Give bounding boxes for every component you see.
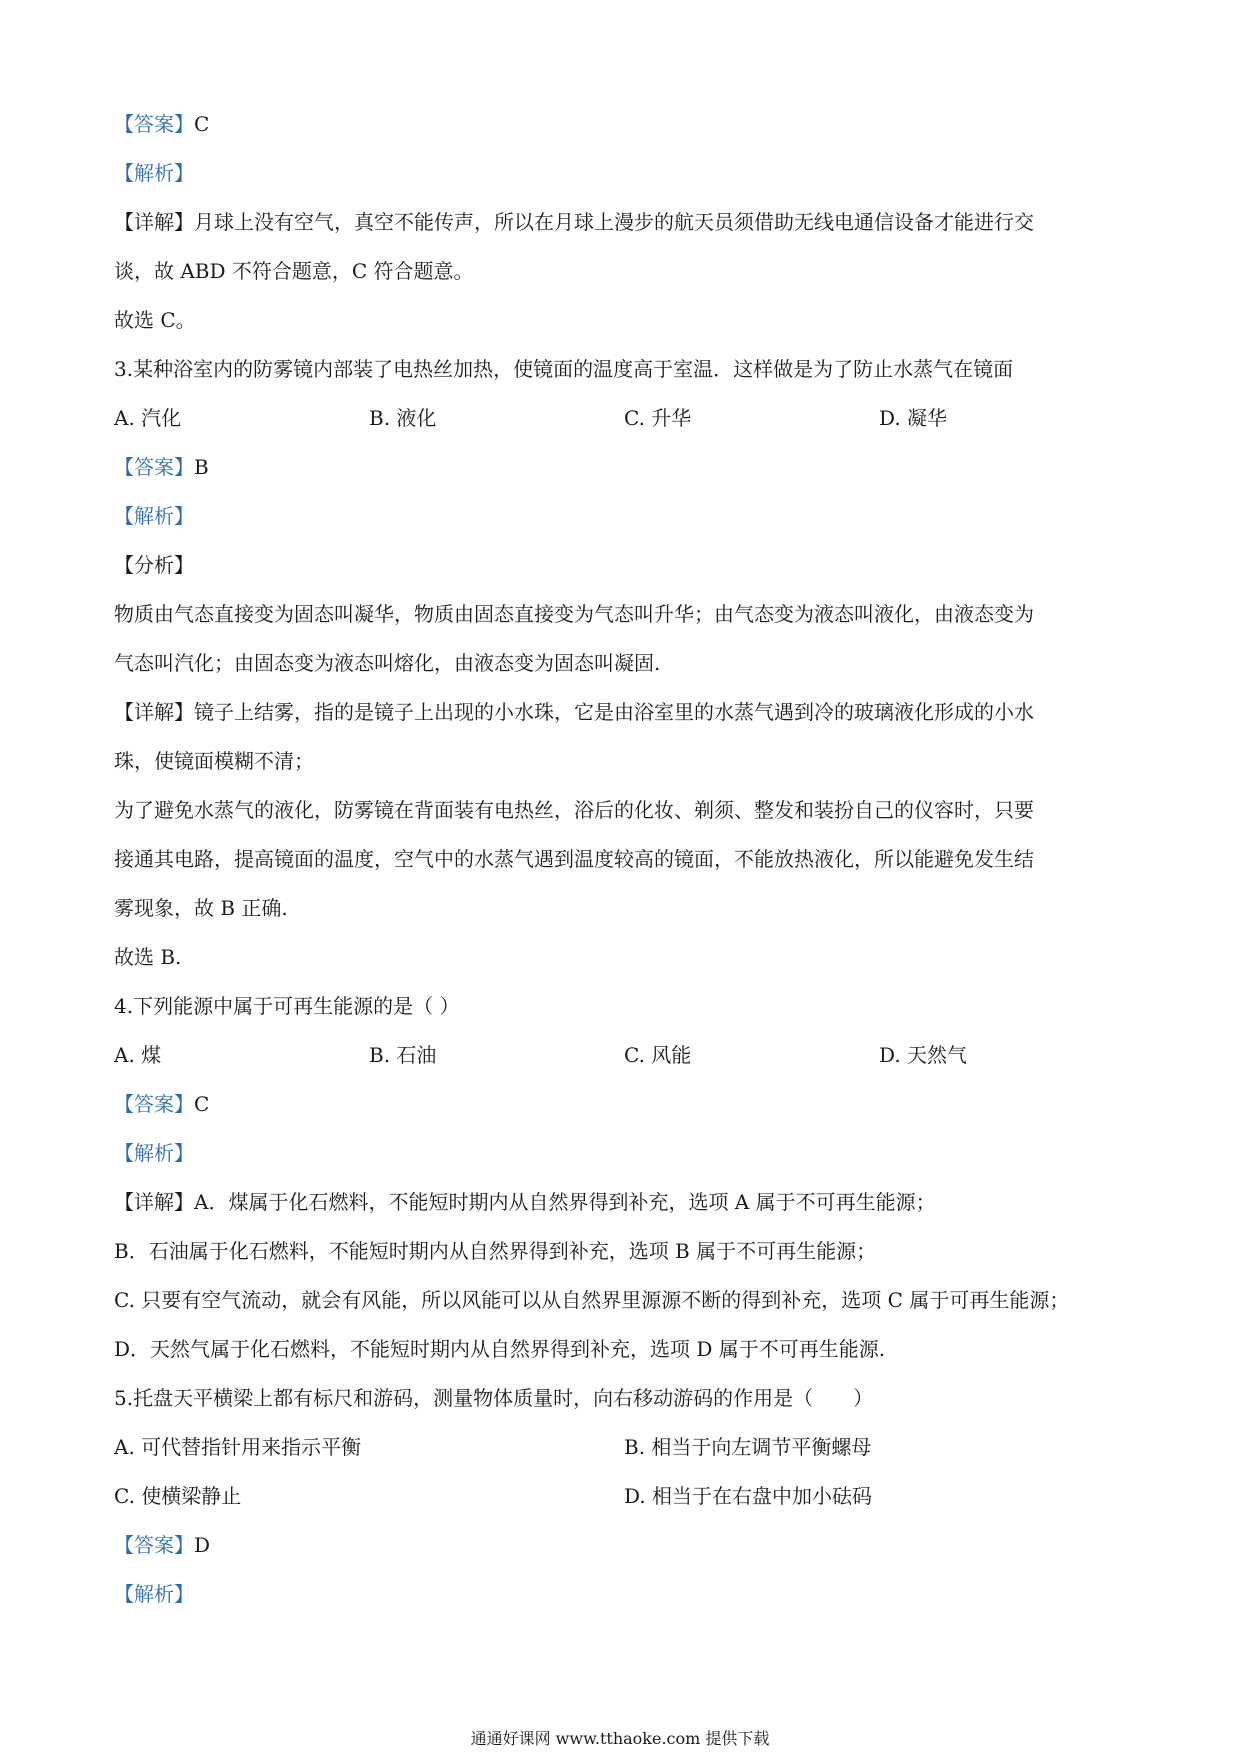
choice-option: B. 液化 xyxy=(369,406,437,430)
section-tag: 【解析】 xyxy=(114,1141,194,1165)
section-tag: 【答案】 xyxy=(114,112,194,136)
section-tag: 【答案】 xyxy=(114,455,194,479)
options-row xyxy=(114,1031,1134,1080)
choice-option: B. 石油 xyxy=(369,1043,437,1067)
text-line: 珠，使镜面模糊不清； xyxy=(114,749,314,773)
choice-option: A. 汽化 xyxy=(114,406,182,430)
choice-option: C. 升华 xyxy=(624,406,692,430)
text-line: 【详解】月球上没有空气，真空不能传声，所以在月球上漫步的航天员须借助无线电通信设备才能进行交 xyxy=(114,210,1034,234)
tag-value: C xyxy=(194,1092,210,1116)
answer-tag-line xyxy=(114,443,1134,492)
section-tag: 【答案】 xyxy=(114,1092,194,1116)
text-line: 气态叫汽化；由固态变为液态叫熔化，由液态变为固态叫凝固. xyxy=(114,651,661,675)
choice-option: C. 风能 xyxy=(624,1043,692,1067)
text-line: 【详解】A．煤属于化石燃料，不能短时期内从自然界得到补充，选项 A 属于不可再生能源； xyxy=(114,1190,936,1214)
choice-option: B. 相当于向左调节平衡螺母 xyxy=(624,1435,872,1459)
tag-value: C xyxy=(194,112,210,136)
text-line: 接通其电路，提高镜面的温度，空气中的水蒸气遇到温度较高的镜面，不能放热液化，所以能避免发生结 xyxy=(114,847,1034,871)
options-row xyxy=(114,394,1134,443)
choice-option: A. 煤 xyxy=(114,1043,162,1067)
answer-tag-line xyxy=(114,149,1134,198)
choice-option: D. 凝华 xyxy=(879,406,948,430)
options-row xyxy=(114,1472,1134,1521)
section-tag: 【答案】 xyxy=(114,1533,194,1557)
text-line: 【分析】 xyxy=(114,553,194,577)
tag-value: D xyxy=(194,1533,211,1557)
text-line: B．石油属于化石燃料，不能短时期内从自然界得到补充，选项 B 属于不可再生能源； xyxy=(114,1239,877,1263)
text-line: 4.下列能源中属于可再生能源的是（ ） xyxy=(114,994,460,1018)
text-line: 为了避免水蒸气的液化，防雾镜在背面装有电热丝，浴后的化妆、剃须、整发和装扮自己的仪容时，只要 xyxy=(114,798,1034,822)
choice-option: D. 相当于在右盘中加小砝码 xyxy=(624,1484,873,1508)
text-line: 故选 C。 xyxy=(114,308,196,332)
text-line: 故选 B. xyxy=(114,945,182,969)
text-line: 物质由气态直接变为固态叫凝华，物质由固态直接变为气态叫升华；由气态变为液态叫液化，由液态变为 xyxy=(114,602,1034,626)
tag-value: B xyxy=(194,455,209,479)
choice-option: A. 可代替指针用来指示平衡 xyxy=(114,1435,362,1459)
document-body xyxy=(114,100,1134,1619)
text-line: 雾现象，故 B 正确. xyxy=(114,896,288,920)
page-footer: 通通好课网 www.tthaoke.com 提供下载 xyxy=(470,1729,770,1748)
answer-tag-line xyxy=(114,100,1134,149)
section-tag: 【解析】 xyxy=(114,1582,194,1606)
answer-tag-line xyxy=(114,1521,1134,1570)
choice-option: C. 使横梁静止 xyxy=(114,1484,242,1508)
answer-tag-line xyxy=(114,1570,1134,1619)
text-line: 谈，故 ABD 不符合题意，C 符合题意。 xyxy=(114,259,474,283)
answer-tag-line xyxy=(114,1129,1134,1178)
section-tag: 【解析】 xyxy=(114,504,194,528)
answer-tag-line xyxy=(114,1080,1134,1129)
text-line: C. 只要有空气流动，就会有风能，所以风能可以从自然界里源源不断的得到补充，选项 C 属于可再生能源； xyxy=(114,1288,1070,1312)
text-line: D．天然气属于化石燃料，不能短时期内从自然界得到补充，选项 D 属于不可再生能源. xyxy=(114,1337,886,1361)
options-row xyxy=(114,1423,1134,1472)
choice-option: D. 天然气 xyxy=(879,1043,968,1067)
answer-tag-line xyxy=(114,492,1134,541)
text-line: 5.托盘天平横梁上都有标尺和游码，测量物体质量时，向右移动游码的作用是（ ） xyxy=(114,1386,874,1410)
section-tag: 【解析】 xyxy=(114,161,194,185)
text-line: 3.某种浴室内的防雾镜内部装了电热丝加热，使镜面的温度高于室温．这样做是为了防止水蒸气在镜面 xyxy=(114,357,1014,381)
text-line: 【详解】镜子上结雾，指的是镜子上出现的小水珠，它是由浴室里的水蒸气遇到冷的玻璃液化形成的小水 xyxy=(114,700,1034,724)
